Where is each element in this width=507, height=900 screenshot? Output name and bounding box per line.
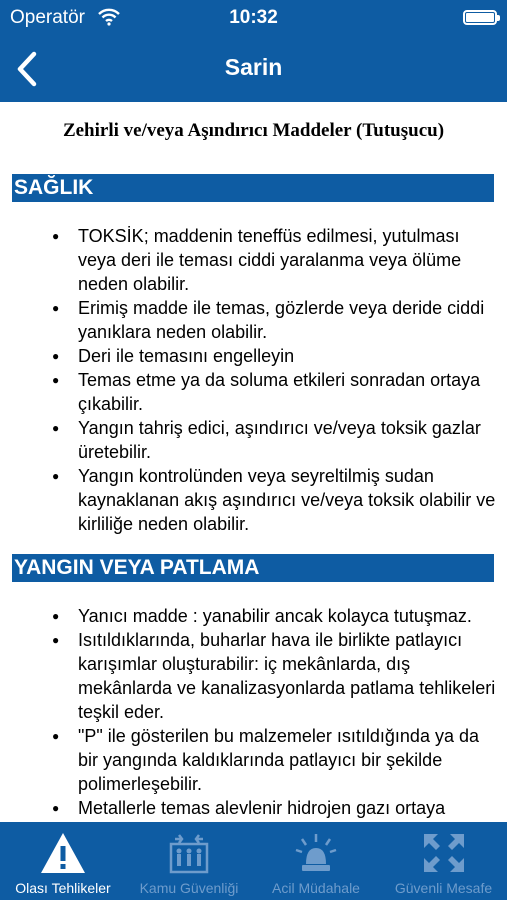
clock: 10:32 [229, 7, 278, 28]
content-scroll-area[interactable] [0, 102, 507, 822]
list-item: ● Yangın kontrolünden veya seyreltilmiş sudan kaynaklanan akış aşındırıcı ve/veya toksik olabilir ve kirliliğe neden olabilir. [50, 464, 500, 536]
expand-arrows-icon [420, 830, 468, 876]
tab-label: Acil Müdahale [272, 880, 360, 896]
tab-emergency-response[interactable] [252, 822, 380, 900]
tab-safe-distance[interactable] [380, 822, 507, 900]
section-header-health: SAĞLIK [12, 174, 494, 202]
page-title: Sarin [224, 54, 283, 80]
navigation-bar [0, 36, 507, 102]
list-item: ● "P" ile gösterilen bu malzemeler ısıtıldığında ya da bir yangında kaldıklarında patlayıcı bir şekilde polimerleşebilir. [50, 724, 500, 796]
list-item: ● Isıtıldıklarında, buharlar hava ile birlikte patlayıcı karışımlar oluşturabilir: iç mekânlarda, dış mekânlarda ve kanalizasyonlarda patlama tehlikeleri teşkil eder. [50, 628, 500, 724]
list-item: ● Metallerle temas alevlenir hidrojen gazı ortaya [50, 796, 500, 844]
carrier-label: Operatör [10, 7, 85, 28]
tab-public-safety[interactable] [126, 822, 252, 900]
tab-label: Olası Tehlikeler [15, 880, 111, 896]
list-item: ● Yanıcı madde : yanabilir ancak kolayca tutuşmaz. [50, 604, 500, 628]
section-header-fire-explosion: YANGIN VEYA PATLAMA [12, 554, 494, 582]
tab-bar [0, 822, 507, 900]
emergency-light-icon [292, 830, 340, 876]
list-item: ● Deri ile temasını engelleyin [50, 344, 500, 368]
tab-label: Kamu Güvenliği [139, 880, 239, 896]
document-title: Zehirli ve/veya Aşındırıcı Maddeler (Tutuşucu) [62, 120, 445, 141]
status-bar [0, 0, 507, 36]
tab-potential-hazards[interactable] [0, 822, 126, 900]
list-item: ● Yangın tahriş edici, aşındırıcı ve/veya toksik gazlar üretebilir. [50, 416, 500, 464]
warning-icon [39, 830, 87, 876]
list-item: ● Temas etme ya da soluma etkileri sonradan ortaya çıkabilir. [50, 368, 500, 416]
list-item: ● TOKSİK; maddenin teneffüs edilmesi, yutulması veya deri ile teması ciddi yaralanma veya ölüme neden olabilir. [50, 224, 500, 296]
battery-icon [463, 10, 497, 25]
fire-explosion-list [50, 604, 500, 844]
list-item: ● Erimiş madde ile temas, gözlerde veya deride ciddi yanıklara neden olabilir. [50, 296, 500, 344]
health-list [50, 224, 500, 536]
evacuation-icon [165, 830, 213, 876]
tab-label: Güvenli Mesafe [394, 880, 493, 896]
